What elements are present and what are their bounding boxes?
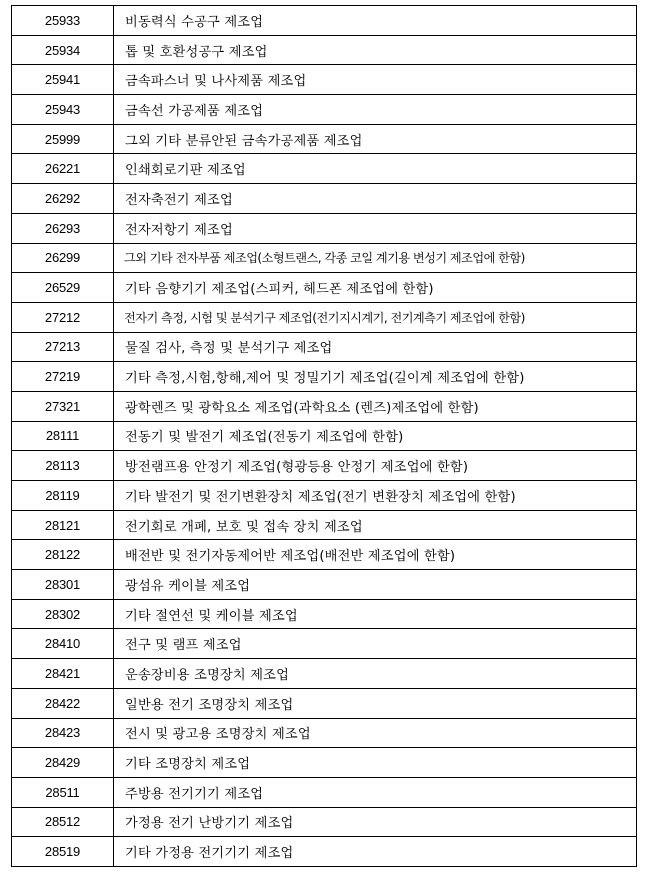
industry-code-cell: 25934	[12, 35, 114, 65]
industry-code-cell: 28423	[12, 718, 114, 748]
industry-code-cell: 28111	[12, 421, 114, 451]
table-row	[12, 481, 637, 511]
industry-name-cell: 전시 및 광고용 조명장치 제조업	[114, 718, 637, 748]
industry-code-cell: 26293	[12, 213, 114, 243]
industry-code-cell: 25999	[12, 124, 114, 154]
industry-name-cell: 비동력식 수공구 제조업	[114, 6, 637, 36]
industry-name-cell: 전동기 및 발전기 제조업(전동기 제조업에 한함)	[114, 421, 637, 451]
table-row	[12, 777, 637, 807]
table-row	[12, 837, 637, 867]
industry-code-cell: 28301	[12, 570, 114, 600]
table-row	[12, 6, 637, 36]
industry-code-cell: 26221	[12, 154, 114, 184]
industry-name-cell: 그외 기타 분류안된 금속가공제품 제조업	[114, 124, 637, 154]
industry-name-cell: 그외 기타 전자부품 제조업(소형트랜스, 각종 코일 계기용 변성기 제조업에 한함)	[114, 243, 637, 273]
table-row	[12, 421, 637, 451]
table-row	[12, 540, 637, 570]
industry-code-table	[11, 5, 637, 867]
industry-code-cell: 28122	[12, 540, 114, 570]
industry-name-cell: 광학렌즈 및 광학요소 제조업(과학요소 (렌즈)제조업에 한함)	[114, 391, 637, 421]
industry-name-cell: 기타 조명장치 제조업	[114, 748, 637, 778]
industry-code-cell: 25933	[12, 6, 114, 36]
industry-name-cell: 인쇄회로기판 제조업	[114, 154, 637, 184]
table-row	[12, 688, 637, 718]
industry-name-cell: 기타 절연선 및 케이블 제조업	[114, 599, 637, 629]
table-row	[12, 184, 637, 214]
table-row	[12, 35, 637, 65]
industry-name-cell: 전자저항기 제조업	[114, 213, 637, 243]
industry-code-cell: 28302	[12, 599, 114, 629]
industry-name-cell: 방전램프용 안정기 제조업(형광등용 안정기 제조업에 한함)	[114, 451, 637, 481]
table-row	[12, 362, 637, 392]
industry-name-cell: 가정용 전기 난방기기 제조업	[114, 807, 637, 837]
industry-code-cell: 28519	[12, 837, 114, 867]
industry-name-cell: 광섬유 케이블 제조업	[114, 570, 637, 600]
industry-name-cell: 전자기 측정, 시험 및 분석기구 제조업(전기지시계기, 전기계측기 제조업에 한함)	[114, 302, 637, 332]
industry-code-table-container	[11, 5, 636, 867]
table-row	[12, 95, 637, 125]
industry-name-cell: 금속파스너 및 나사제품 제조업	[114, 65, 637, 95]
industry-code-cell: 28421	[12, 659, 114, 689]
table-row	[12, 510, 637, 540]
table-row	[12, 659, 637, 689]
industry-code-cell: 27212	[12, 302, 114, 332]
industry-name-cell: 전자축전기 제조업	[114, 184, 637, 214]
industry-name-cell: 주방용 전기기기 제조업	[114, 777, 637, 807]
industry-name-cell: 금속선 가공제품 제조업	[114, 95, 637, 125]
table-row	[12, 391, 637, 421]
table-row	[12, 570, 637, 600]
industry-name-cell: 기타 가정용 전기기기 제조업	[114, 837, 637, 867]
table-body	[12, 6, 637, 867]
table-row	[12, 629, 637, 659]
industry-name-cell: 배전반 및 전기자동제어반 제조업(배전반 제조업에 한함)	[114, 540, 637, 570]
industry-code-cell: 26299	[12, 243, 114, 273]
table-row	[12, 65, 637, 95]
industry-name-cell: 운송장비용 조명장치 제조업	[114, 659, 637, 689]
industry-code-cell: 28113	[12, 451, 114, 481]
table-row	[12, 243, 637, 273]
table-row	[12, 273, 637, 303]
industry-name-cell: 일반용 전기 조명장치 제조업	[114, 688, 637, 718]
table-row	[12, 124, 637, 154]
industry-code-cell: 28429	[12, 748, 114, 778]
table-row	[12, 451, 637, 481]
industry-code-cell: 26292	[12, 184, 114, 214]
table-row	[12, 302, 637, 332]
table-row	[12, 213, 637, 243]
industry-code-cell: 25943	[12, 95, 114, 125]
industry-code-cell: 28512	[12, 807, 114, 837]
table-row	[12, 807, 637, 837]
industry-code-cell: 27321	[12, 391, 114, 421]
industry-code-cell: 26529	[12, 273, 114, 303]
industry-name-cell: 톱 및 호환성공구 제조업	[114, 35, 637, 65]
industry-name-cell: 전구 및 램프 제조업	[114, 629, 637, 659]
industry-name-cell: 물질 검사, 측정 및 분석기구 제조업	[114, 332, 637, 362]
industry-name-cell: 기타 측정,시험,항해,제어 및 정밀기기 제조업(길이계 제조업에 한함)	[114, 362, 637, 392]
table-row	[12, 154, 637, 184]
industry-name-cell: 전기회로 개폐, 보호 및 접속 장치 제조업	[114, 510, 637, 540]
industry-code-cell: 28119	[12, 481, 114, 511]
industry-code-cell: 28121	[12, 510, 114, 540]
table-row	[12, 599, 637, 629]
industry-code-cell: 28410	[12, 629, 114, 659]
industry-code-cell: 25941	[12, 65, 114, 95]
industry-name-cell: 기타 음향기기 제조업(스피커, 헤드폰 제조업에 한함)	[114, 273, 637, 303]
industry-name-cell: 기타 발전기 및 전기변환장치 제조업(전기 변환장치 제조업에 한함)	[114, 481, 637, 511]
industry-code-cell: 28422	[12, 688, 114, 718]
industry-code-cell: 27213	[12, 332, 114, 362]
table-row	[12, 718, 637, 748]
industry-code-cell: 28511	[12, 777, 114, 807]
table-row	[12, 748, 637, 778]
industry-code-cell: 27219	[12, 362, 114, 392]
table-row	[12, 332, 637, 362]
